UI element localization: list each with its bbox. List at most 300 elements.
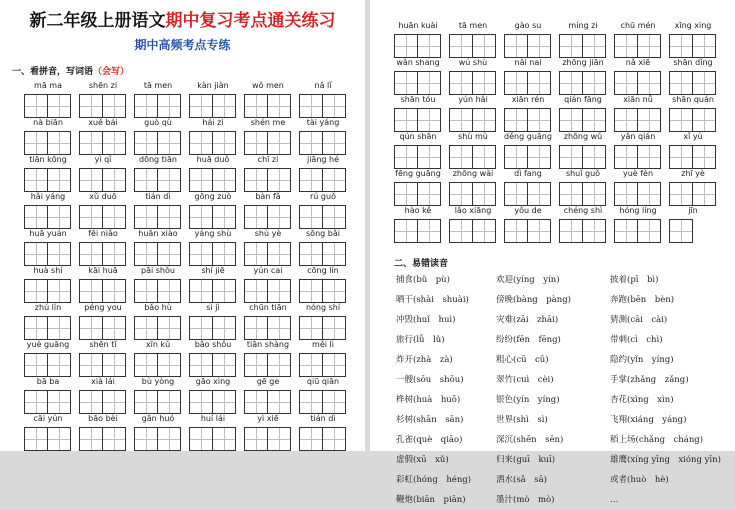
tian-zi-cell[interactable] [614, 182, 638, 206]
tian-zi-cell[interactable] [449, 108, 473, 132]
tian-zi-cell[interactable] [559, 219, 583, 243]
tian-zi-cell[interactable] [323, 390, 346, 414]
tian-zi-cell[interactable] [693, 71, 716, 95]
pinyin-text: wú shù [458, 58, 488, 67]
tian-zi-cell[interactable] [103, 205, 126, 229]
tian-zi-cell[interactable] [158, 94, 181, 118]
tian-zi-cell[interactable] [213, 242, 236, 266]
writing-box[interactable] [669, 71, 716, 95]
writing-box[interactable] [299, 205, 346, 229]
tian-zi-cell[interactable] [299, 316, 323, 340]
writing-box[interactable] [134, 353, 181, 377]
tian-zi-cell[interactable] [103, 168, 126, 192]
tian-zi-cell[interactable] [24, 131, 48, 155]
tian-zi-cell[interactable] [394, 108, 418, 132]
writing-box[interactable] [134, 205, 181, 229]
tian-zi-cell[interactable] [79, 427, 103, 451]
writing-box[interactable] [244, 168, 291, 192]
section1-heading [12, 64, 129, 77]
tian-zi-cell[interactable] [213, 316, 236, 340]
tian-zi-cell[interactable] [24, 353, 48, 377]
writing-box[interactable] [24, 205, 71, 229]
tian-zi-cell[interactable] [24, 242, 48, 266]
writing-box[interactable] [189, 390, 236, 414]
writing-box[interactable] [189, 131, 236, 155]
tian-zi-cell[interactable] [244, 353, 268, 377]
tian-zi-cell[interactable] [158, 390, 181, 414]
tian-zi-cell[interactable] [583, 108, 606, 132]
tian-zi-cell[interactable] [134, 131, 158, 155]
tian-zi-cell[interactable] [299, 94, 323, 118]
writing-box[interactable] [24, 316, 71, 340]
writing-box[interactable] [299, 131, 346, 155]
tian-zi-cell[interactable] [528, 145, 551, 169]
tian-zi-cell[interactable] [394, 219, 418, 243]
tian-zi-cell[interactable] [244, 131, 268, 155]
tian-zi-cell[interactable] [189, 279, 213, 303]
writing-box[interactable] [669, 108, 716, 132]
tian-zi-cell[interactable] [638, 145, 661, 169]
tian-zi-cell[interactable] [189, 316, 213, 340]
tian-zi-cell[interactable] [638, 182, 661, 206]
tian-zi-cell[interactable] [244, 242, 268, 266]
tian-zi-cell[interactable] [79, 316, 103, 340]
tian-zi-cell[interactable] [559, 108, 583, 132]
tian-zi-cell[interactable] [449, 219, 473, 243]
writing-box[interactable] [504, 34, 551, 58]
tian-zi-cell[interactable] [103, 131, 126, 155]
writing-box[interactable] [504, 219, 551, 243]
tian-zi-cell[interactable] [24, 390, 48, 414]
tian-zi-cell[interactable] [158, 205, 181, 229]
writing-box[interactable] [394, 71, 441, 95]
tian-zi-cell[interactable] [299, 242, 323, 266]
tian-zi-cell[interactable] [669, 219, 693, 243]
writing-box[interactable] [299, 390, 346, 414]
tian-zi-cell[interactable] [244, 427, 268, 451]
tian-zi-cell[interactable] [134, 390, 158, 414]
tian-zi-cell[interactable] [418, 34, 441, 58]
pronunciation-item: 一艘(sōu shōu) [396, 375, 464, 385]
tian-zi-cell[interactable] [268, 168, 291, 192]
writing-box[interactable] [299, 316, 346, 340]
tian-zi-cell[interactable] [213, 279, 236, 303]
pinyin-text: bā ba [36, 377, 60, 386]
writing-box[interactable] [244, 279, 291, 303]
tian-zi-cell[interactable] [134, 205, 158, 229]
writing-box[interactable] [449, 71, 496, 95]
tian-zi-cell[interactable] [103, 316, 126, 340]
writing-box[interactable] [394, 145, 441, 169]
tian-zi-cell[interactable] [189, 94, 213, 118]
writing-box[interactable] [299, 353, 346, 377]
tian-zi-cell[interactable] [24, 168, 48, 192]
writing-box[interactable] [24, 131, 71, 155]
tian-zi-cell[interactable] [79, 279, 103, 303]
writing-box[interactable] [559, 71, 606, 95]
tian-zi-cell[interactable] [158, 279, 181, 303]
pinyin-text: lǎo xiāng [454, 206, 492, 215]
writing-box[interactable] [79, 168, 126, 192]
tian-zi-cell[interactable] [323, 205, 346, 229]
writing-box[interactable] [189, 94, 236, 118]
writing-box[interactable] [299, 94, 346, 118]
tian-zi-cell[interactable] [134, 242, 158, 266]
tian-zi-cell[interactable] [394, 182, 418, 206]
writing-box[interactable] [504, 145, 551, 169]
tian-zi-cell[interactable] [268, 242, 291, 266]
tian-zi-cell[interactable] [24, 316, 48, 340]
tian-zi-cell[interactable] [614, 108, 638, 132]
tian-zi-cell[interactable] [213, 427, 236, 451]
writing-box[interactable] [614, 34, 661, 58]
writing-box[interactable] [669, 34, 716, 58]
tian-zi-cell[interactable] [268, 131, 291, 155]
tian-zi-cell[interactable] [213, 353, 236, 377]
tian-zi-cell[interactable] [244, 94, 268, 118]
tian-zi-cell[interactable] [669, 108, 693, 132]
tian-zi-cell[interactable] [299, 390, 323, 414]
tian-zi-cell[interactable] [669, 34, 693, 58]
tian-zi-cell[interactable] [299, 427, 323, 451]
writing-box[interactable] [559, 34, 606, 58]
tian-zi-cell[interactable] [158, 316, 181, 340]
tian-zi-cell[interactable] [268, 353, 291, 377]
writing-box[interactable] [244, 427, 291, 451]
tian-zi-cell[interactable] [158, 353, 181, 377]
pinyin-text: yún cai [253, 266, 283, 275]
writing-box[interactable] [504, 182, 551, 206]
writing-box[interactable] [134, 427, 181, 451]
tian-zi-cell[interactable] [528, 219, 551, 243]
writing-box[interactable] [79, 131, 126, 155]
tian-zi-cell[interactable] [268, 390, 291, 414]
pronunciation-item: 墨汁(mò mò) [496, 495, 555, 505]
tian-zi-cell[interactable] [134, 279, 158, 303]
tian-zi-cell[interactable] [394, 71, 418, 95]
writing-box[interactable] [79, 279, 126, 303]
tian-zi-cell[interactable] [528, 71, 551, 95]
writing-box[interactable] [504, 71, 551, 95]
tian-zi-cell[interactable] [79, 205, 103, 229]
tian-zi-cell[interactable] [693, 34, 716, 58]
tian-zi-cell[interactable] [299, 353, 323, 377]
tian-zi-cell[interactable] [79, 242, 103, 266]
tian-zi-cell[interactable] [213, 205, 236, 229]
tian-zi-cell[interactable] [693, 145, 716, 169]
tian-zi-cell[interactable] [79, 390, 103, 414]
tian-zi-cell[interactable] [449, 34, 473, 58]
tian-zi-cell[interactable] [48, 353, 71, 377]
writing-box[interactable] [189, 353, 236, 377]
tian-zi-cell[interactable] [323, 353, 346, 377]
tian-zi-cell[interactable] [638, 71, 661, 95]
tian-zi-cell[interactable] [48, 94, 71, 118]
tian-zi-cell[interactable] [189, 353, 213, 377]
tian-zi-cell[interactable] [299, 279, 323, 303]
tian-zi-cell[interactable] [449, 182, 473, 206]
writing-box[interactable] [299, 427, 346, 451]
tian-zi-cell[interactable] [134, 94, 158, 118]
tian-zi-cell[interactable] [473, 219, 496, 243]
writing-box[interactable] [394, 182, 441, 206]
tian-zi-cell[interactable] [24, 205, 48, 229]
tian-zi-cell[interactable] [48, 279, 71, 303]
writing-box[interactable] [24, 390, 71, 414]
tian-zi-cell[interactable] [299, 205, 323, 229]
writing-box[interactable] [24, 353, 71, 377]
tian-zi-cell[interactable] [213, 168, 236, 192]
tian-zi-cell[interactable] [158, 427, 181, 451]
tian-zi-cell[interactable] [528, 34, 551, 58]
tian-zi-cell[interactable] [418, 182, 441, 206]
writing-box[interactable] [449, 34, 496, 58]
writing-box[interactable] [134, 279, 181, 303]
tian-zi-cell[interactable] [134, 316, 158, 340]
tian-zi-cell[interactable] [614, 71, 638, 95]
tian-zi-cell[interactable] [583, 34, 606, 58]
tian-zi-cell[interactable] [504, 71, 528, 95]
writing-box[interactable] [134, 316, 181, 340]
writing-box[interactable] [504, 108, 551, 132]
writing-box[interactable] [614, 182, 661, 206]
tian-zi-cell[interactable] [103, 353, 126, 377]
writing-box[interactable] [244, 242, 291, 266]
writing-box[interactable] [559, 182, 606, 206]
tian-zi-cell[interactable] [504, 182, 528, 206]
tian-zi-cell[interactable] [583, 182, 606, 206]
tian-zi-cell[interactable] [638, 34, 661, 58]
tian-zi-cell[interactable] [244, 390, 268, 414]
writing-box[interactable] [559, 219, 606, 243]
writing-box[interactable] [189, 242, 236, 266]
tian-zi-cell[interactable] [189, 205, 213, 229]
tian-zi-cell[interactable] [189, 168, 213, 192]
tian-zi-cell[interactable] [583, 219, 606, 243]
tian-zi-cell[interactable] [638, 219, 661, 243]
tian-zi-cell[interactable] [473, 182, 496, 206]
tian-zi-cell[interactable] [268, 427, 291, 451]
writing-box[interactable] [79, 427, 126, 451]
tian-zi-cell[interactable] [528, 108, 551, 132]
tian-zi-cell[interactable] [189, 131, 213, 155]
writing-box[interactable] [394, 34, 441, 58]
tian-zi-cell[interactable] [189, 390, 213, 414]
writing-box[interactable] [189, 316, 236, 340]
tian-zi-cell[interactable] [583, 145, 606, 169]
tian-zi-cell[interactable] [134, 353, 158, 377]
tian-zi-cell[interactable] [189, 242, 213, 266]
pronunciation-item: 稻上场(chǎng cháng) [610, 435, 704, 445]
writing-box[interactable] [614, 145, 661, 169]
writing-box[interactable] [614, 219, 661, 243]
writing-box[interactable] [299, 242, 346, 266]
pronunciation-item: 鞭炮(biān piān) [396, 495, 466, 505]
tian-zi-cell[interactable] [614, 145, 638, 169]
tian-zi-cell[interactable] [473, 34, 496, 58]
writing-box[interactable] [189, 279, 236, 303]
tian-zi-cell[interactable] [323, 168, 346, 192]
tian-zi-cell[interactable] [48, 242, 71, 266]
tian-zi-cell[interactable] [244, 316, 268, 340]
writing-box[interactable] [79, 94, 126, 118]
tian-zi-cell[interactable] [244, 279, 268, 303]
tian-zi-cell[interactable] [158, 131, 181, 155]
writing-box[interactable] [449, 219, 496, 243]
tian-zi-cell[interactable] [669, 182, 693, 206]
tian-zi-cell[interactable] [669, 145, 693, 169]
writing-box[interactable] [244, 94, 291, 118]
tian-zi-cell[interactable] [418, 71, 441, 95]
tian-zi-cell[interactable] [394, 145, 418, 169]
writing-box[interactable] [134, 94, 181, 118]
tian-zi-cell[interactable] [504, 34, 528, 58]
tian-zi-cell[interactable] [24, 279, 48, 303]
tian-zi-cell[interactable] [134, 168, 158, 192]
tian-zi-cell[interactable] [48, 168, 71, 192]
tian-zi-cell[interactable] [213, 390, 236, 414]
tian-zi-cell[interactable] [638, 108, 661, 132]
writing-box[interactable] [189, 205, 236, 229]
tian-zi-cell[interactable] [268, 205, 291, 229]
writing-box[interactable] [134, 242, 181, 266]
tian-zi-cell[interactable] [473, 71, 496, 95]
tian-zi-cell[interactable] [693, 108, 716, 132]
writing-box[interactable] [24, 242, 71, 266]
tian-zi-cell[interactable] [583, 71, 606, 95]
tian-zi-cell[interactable] [158, 242, 181, 266]
tian-zi-cell[interactable] [268, 94, 291, 118]
tian-zi-cell[interactable] [103, 427, 126, 451]
tian-zi-cell[interactable] [79, 94, 103, 118]
pinyin-text: bǎo hù [144, 303, 172, 312]
tian-zi-cell[interactable] [103, 94, 126, 118]
tian-zi-cell[interactable] [244, 205, 268, 229]
writing-box[interactable] [614, 71, 661, 95]
writing-box[interactable] [299, 168, 346, 192]
tian-zi-cell[interactable] [418, 108, 441, 132]
tian-zi-cell[interactable] [528, 182, 551, 206]
writing-box[interactable] [449, 182, 496, 206]
tian-zi-cell[interactable] [504, 145, 528, 169]
tian-zi-cell[interactable] [504, 219, 528, 243]
pronunciation-item: 深沉(shēn sēn) [496, 435, 564, 445]
tian-zi-cell[interactable] [79, 168, 103, 192]
writing-box[interactable] [79, 390, 126, 414]
tian-zi-cell[interactable] [559, 182, 583, 206]
writing-box[interactable] [244, 205, 291, 229]
tian-zi-cell[interactable] [323, 131, 346, 155]
tian-zi-cell[interactable] [473, 108, 496, 132]
writing-box[interactable] [79, 242, 126, 266]
tian-zi-cell[interactable] [48, 390, 71, 414]
tian-zi-cell[interactable] [449, 71, 473, 95]
writing-box[interactable] [559, 108, 606, 132]
tian-zi-cell[interactable] [418, 219, 441, 243]
writing-box[interactable] [244, 316, 291, 340]
tian-zi-cell[interactable] [48, 427, 71, 451]
tian-zi-cell[interactable] [394, 34, 418, 58]
writing-box[interactable] [134, 131, 181, 155]
tian-zi-cell[interactable] [268, 316, 291, 340]
writing-box[interactable] [669, 219, 693, 243]
tian-zi-cell[interactable] [323, 316, 346, 340]
word-row [0, 413, 365, 458]
tian-zi-cell[interactable] [189, 427, 213, 451]
writing-box[interactable] [24, 427, 71, 451]
writing-box[interactable] [394, 219, 441, 243]
writing-box[interactable] [449, 108, 496, 132]
writing-box[interactable] [299, 279, 346, 303]
writing-box[interactable] [449, 145, 496, 169]
writing-box[interactable] [244, 131, 291, 155]
tian-zi-cell[interactable] [693, 182, 716, 206]
tian-zi-cell[interactable] [134, 427, 158, 451]
writing-box[interactable] [394, 108, 441, 132]
tian-zi-cell[interactable] [299, 168, 323, 192]
tian-zi-cell[interactable] [323, 279, 346, 303]
writing-box[interactable] [79, 353, 126, 377]
tian-zi-cell[interactable] [473, 145, 496, 169]
tian-zi-cell[interactable] [24, 427, 48, 451]
tian-zi-cell[interactable] [614, 219, 638, 243]
tian-zi-cell[interactable] [79, 353, 103, 377]
writing-box[interactable] [134, 168, 181, 192]
tian-zi-cell[interactable] [323, 242, 346, 266]
tian-zi-cell[interactable] [559, 145, 583, 169]
tian-zi-cell[interactable] [559, 71, 583, 95]
tian-zi-cell[interactable] [48, 205, 71, 229]
tian-zi-cell[interactable] [48, 131, 71, 155]
tian-zi-cell[interactable] [418, 145, 441, 169]
tian-zi-cell[interactable] [158, 168, 181, 192]
tian-zi-cell[interactable] [559, 34, 583, 58]
tian-zi-cell[interactable] [48, 316, 71, 340]
writing-box[interactable] [134, 390, 181, 414]
tian-zi-cell[interactable] [244, 168, 268, 192]
writing-box[interactable] [24, 94, 71, 118]
writing-box[interactable] [669, 145, 716, 169]
writing-box[interactable] [79, 316, 126, 340]
writing-box[interactable] [559, 145, 606, 169]
writing-box[interactable] [189, 168, 236, 192]
tian-zi-cell[interactable] [103, 390, 126, 414]
writing-box[interactable] [669, 182, 716, 206]
writing-box[interactable] [244, 353, 291, 377]
tian-zi-cell[interactable] [299, 131, 323, 155]
writing-box[interactable] [79, 205, 126, 229]
writing-box[interactable] [189, 427, 236, 451]
pinyin-text: jiāng hé [306, 155, 340, 164]
tian-zi-cell[interactable] [213, 94, 236, 118]
writing-box[interactable] [24, 168, 71, 192]
tian-zi-cell[interactable] [323, 94, 346, 118]
tian-zi-cell[interactable] [213, 131, 236, 155]
tian-zi-cell[interactable] [504, 108, 528, 132]
tian-zi-cell[interactable] [103, 279, 126, 303]
tian-zi-cell[interactable] [323, 427, 346, 451]
writing-box[interactable] [244, 390, 291, 414]
tian-zi-cell[interactable] [79, 131, 103, 155]
tian-zi-cell[interactable] [268, 279, 291, 303]
tian-zi-cell[interactable] [614, 34, 638, 58]
tian-zi-cell[interactable] [449, 145, 473, 169]
writing-box[interactable] [614, 108, 661, 132]
tian-zi-cell[interactable] [669, 71, 693, 95]
tian-zi-cell[interactable] [24, 94, 48, 118]
writing-box[interactable] [24, 279, 71, 303]
tian-zi-cell[interactable] [103, 242, 126, 266]
